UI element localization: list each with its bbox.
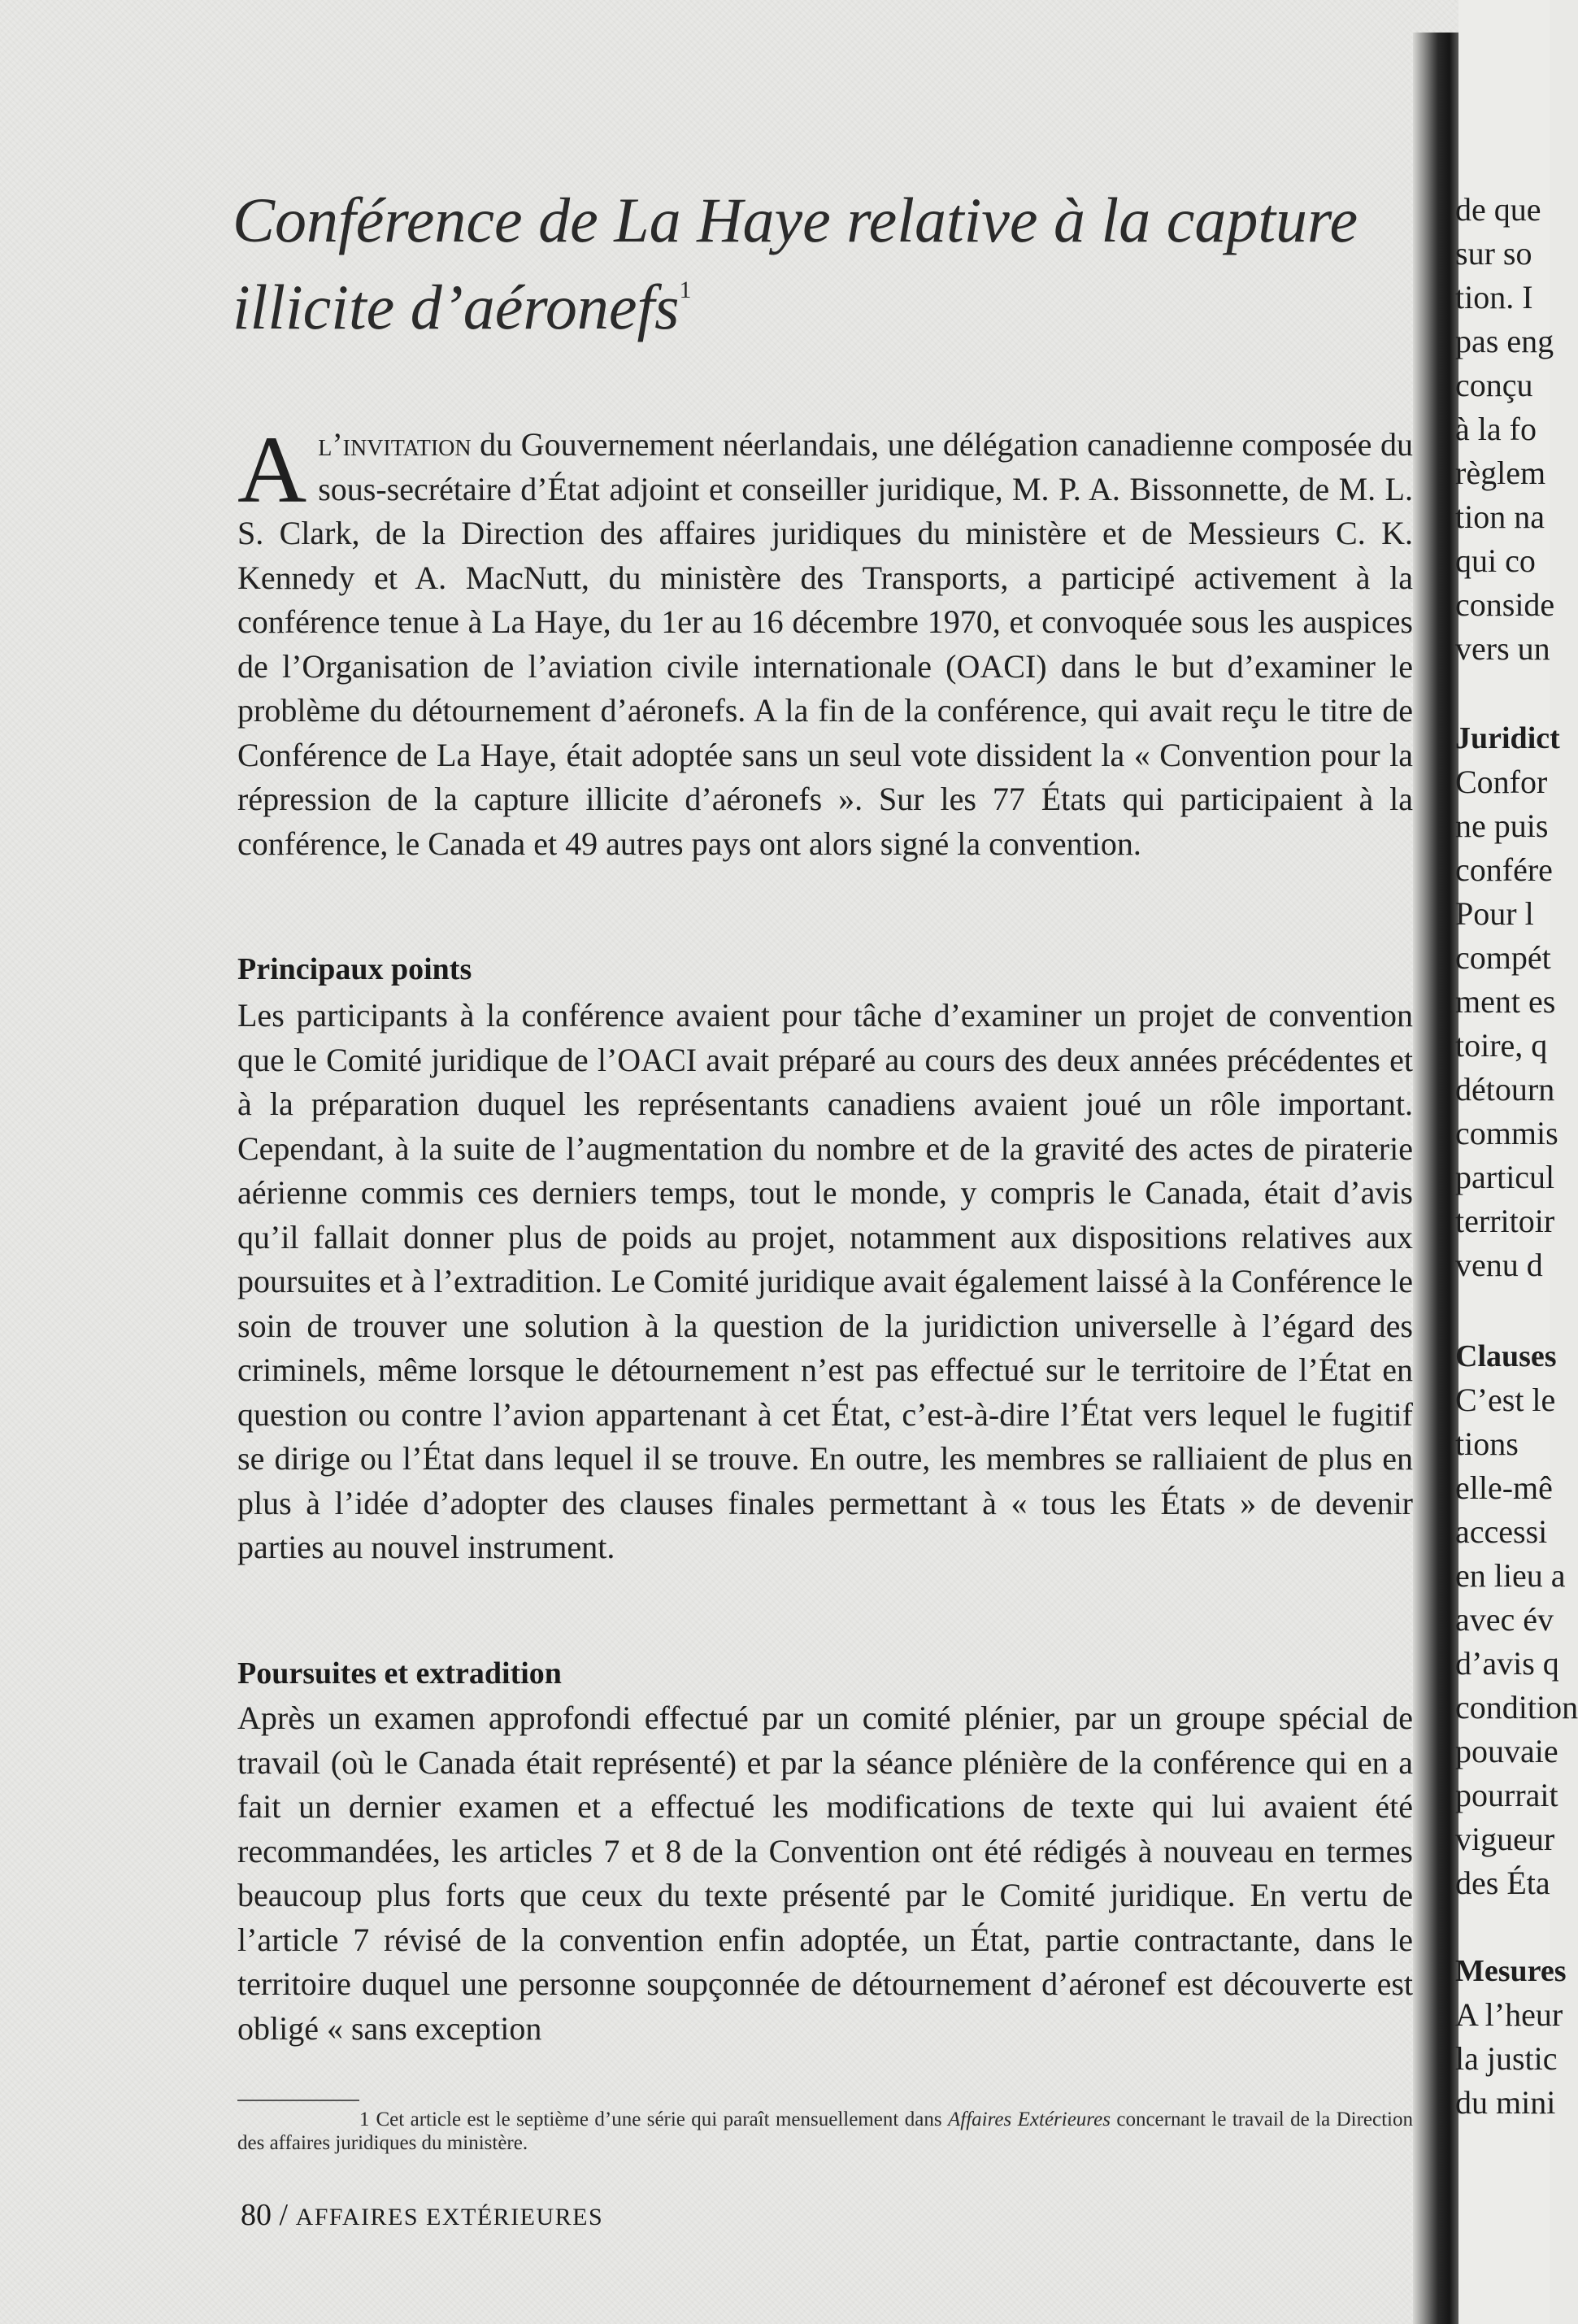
right-fragment: tion na [1455, 498, 1545, 535]
right-fragment: tions [1455, 1425, 1519, 1462]
right-fragment: la justic [1455, 2040, 1558, 2077]
right-fragment: Pour l [1455, 895, 1534, 932]
right-fragment-heading: Mesures [1455, 1954, 1567, 1988]
footnote-number: 1 [359, 2109, 370, 2130]
publication-name: AFFAIRES EXTÉRIEURES [295, 2204, 604, 2230]
right-fragment: détourn [1455, 1071, 1555, 1108]
right-fragment-heading: Clauses [1455, 1339, 1557, 1373]
right-fragment: tion. I [1455, 279, 1533, 316]
right-fragment: venu d [1455, 1247, 1543, 1283]
right-fragment: règlem [1455, 455, 1546, 491]
right-fragment: du mini [1455, 2084, 1556, 2121]
page-number: 80 [241, 2198, 272, 2232]
article-title [233, 185, 1419, 342]
right-fragment: commis [1455, 1115, 1558, 1151]
footnote-divider [237, 2100, 359, 2101]
intro-text: du Gouvernement néerlandais, une délégation canadienne composée du sous-secrétaire d’État adjoint et conseiller juridique, M. P. A. Bissonnette, de M. L. S. Clark, de la Direction des affaires juridiques du ministère et de Messieurs C. K. Kennedy et A. MacNutt, du ministère des Transports, a participé activement à la conférence tenue à La Haye, du 1er au 16 décembre 1970, et convoquée sous les auspices de l’Organisation de l’aviation civile internationale (OACI) dans le but d’examiner le problème du détournement d’aéronefs. A la fin de la conférence, qui avait reçu le titre de Conférence de La Haye, était adoptée sans un seul vote dissident la « Convention pour la répression de la capture illicite d’aéronefs ». Sur les 77 États qui participaient à la conférence, le Canada et 49 autres pays ont alors signé la convention. [237, 426, 1413, 862]
page-footer [241, 2197, 603, 2233]
section-heading-poursuites: Poursuites et extradition [237, 1656, 562, 1691]
right-fragment: de que [1455, 191, 1541, 228]
right-fragment: sur so [1455, 235, 1532, 272]
footnote-text-after: concernant le travail de la Direction des affaires juridiques du ministère. [237, 2109, 1413, 2154]
right-fragment: ment es [1455, 983, 1556, 1020]
drop-cap: A [237, 416, 307, 523]
right-fragment-heading: Juridict [1455, 721, 1560, 755]
section-heading-principaux-points: Principaux points [237, 952, 472, 986]
right-fragment: toire, q [1455, 1027, 1548, 1064]
right-fragment: accessi [1455, 1513, 1548, 1550]
right-fragment: d’avis q [1455, 1645, 1559, 1682]
right-fragment: pas eng [1455, 323, 1554, 359]
right-fragment: elle-mê [1455, 1469, 1553, 1506]
footnote [237, 2108, 1413, 2155]
right-fragment: pourrait [1455, 1777, 1558, 1813]
right-fragment: à la fo [1455, 411, 1537, 447]
section-paragraph-principaux-points: Les participants à la conférence avaient pour tâche d’examiner un projet de convention que le Comité juridique de l’OACI avait préparé au cours des deux années précédentes et à la préparation duquel les représentants canadiens avaient joué un rôle important. Cependant, à la suite de l’augmentation du nombre et de la gravité des actes de piraterie aérienne commis ces derniers temps, tout le monde, y compris le Canada, était d’avis qu’il fallait donner plus de poids au projet, notamment aux dispositions relatives aux poursuites et à l’extradition. Le Comité juridique avait également laissé à la Conférence le soin de trouver une solution à la question de la juridiction universelle à l’égard des criminels, même lorsque le détournement n’est pas effectué sur le territoire de l’État en question ou contre l’avion appartenant à cet État, c’est-à-dire l’État vers lequel le fugitif se dirige ou l’État dans lequel il se trouve. En outre, les membres se ralliaient de plus en plus à l’idée d’adopter des clauses finales permettant à « tous les États » de devenir parties au nouvel instrument. [237, 997, 1413, 1565]
footnote-text-before: Cet article est le septième d’une série qui paraît mensuellement dans [376, 2109, 948, 2130]
right-fragment: avec év [1455, 1601, 1554, 1638]
right-fragment: ne puis [1455, 807, 1549, 844]
right-fragment: A l’heur [1455, 1996, 1563, 2033]
right-fragment: vigueur [1455, 1821, 1555, 1857]
book-gutter-shadow [1413, 33, 1458, 2324]
intro-paragraph [237, 416, 1413, 866]
right-fragment: vers un [1455, 630, 1550, 667]
right-fragment: particul [1455, 1159, 1555, 1195]
right-fragment: conside [1455, 586, 1555, 623]
right-fragment: des Éta [1455, 1865, 1550, 1901]
right-fragment: en lieu a [1455, 1557, 1566, 1594]
footnote-italic: Affaires Extérieures [947, 2109, 1111, 2130]
right-fragment: confére [1455, 851, 1553, 888]
section-paragraph-poursuites: Après un examen approfondi effectué par un comité plénier, par un groupe spécial de travail (où le Canada était représenté) et par la séance plénière de la conférence qui en a fait un dernier examen et a effectué les modifications de texte qui lui avaient été recommandées, les articles 7 et 8 de la Convention ont été rédigés à nouveau en termes beaucoup plus forts que ceux du texte présenté par le Comité juridique. En vertu de l’article 7 révisé de la convention enfin adoptée, un État, partie contractante, dans le territoire duquel une personne soupçonnée de détournement d’aéronef est découverte est obligé « sans exception [237, 1699, 1413, 2047]
right-fragment: qui co [1455, 542, 1536, 579]
right-fragment: Confor [1455, 764, 1548, 800]
right-fragment: C’est le [1455, 1382, 1556, 1418]
right-fragment: territoir [1455, 1203, 1555, 1239]
intro-smallcaps: l’invitation [318, 426, 472, 463]
right-fragment: compét [1455, 939, 1551, 976]
right-fragment: condition [1455, 1689, 1578, 1726]
footer-separator: / [279, 2198, 289, 2232]
article-title-text: Conférence de La Haye relative à la capture illicite d’aéronefs [233, 185, 1358, 342]
right-fragment: pouvaie [1455, 1733, 1558, 1769]
title-footnote-marker: 1 [679, 276, 692, 303]
right-fragment: conçu [1455, 367, 1533, 403]
